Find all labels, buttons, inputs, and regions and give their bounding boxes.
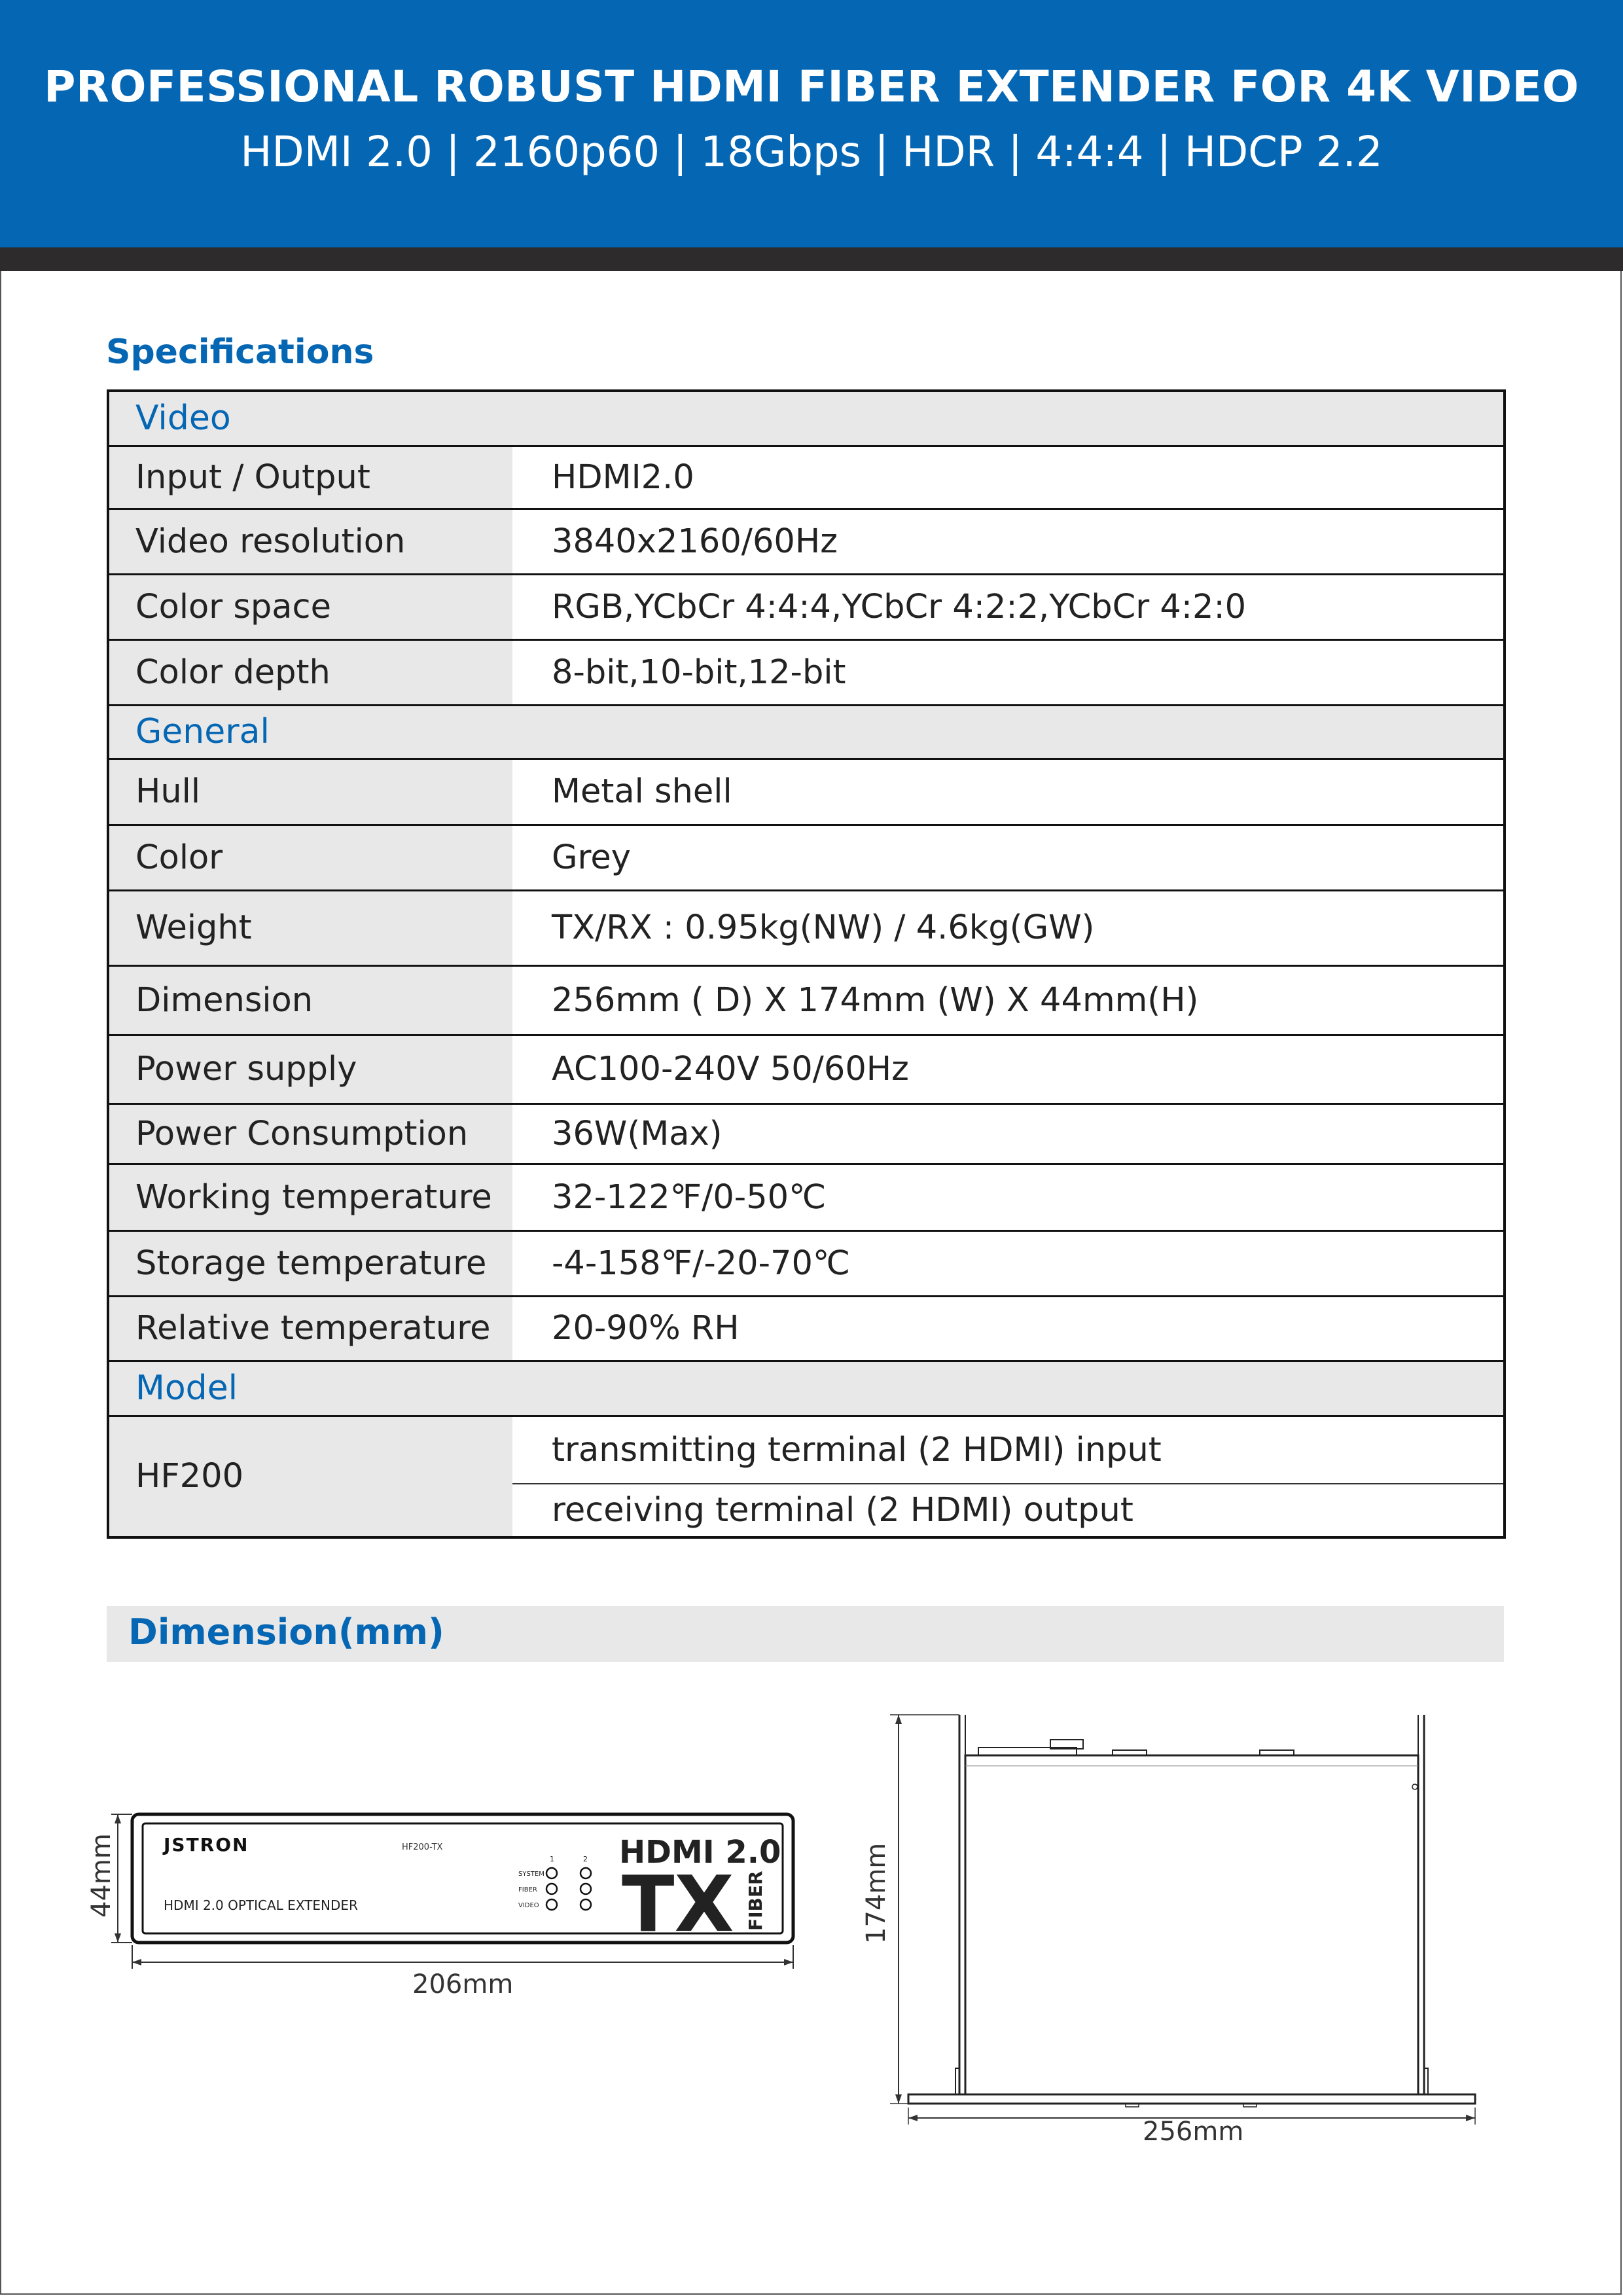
page-subtitle: HDMI 2.0 | 2160p60 | 18Gbps | HDR | 4:4:4 | HDCP 2.2	[240, 128, 1383, 177]
table-row	[108, 1416, 1505, 1484]
row-value: 8-bit,10-bit,12-bit	[512, 639, 1505, 705]
row-value: Metal shell	[512, 759, 1505, 825]
row-value: 256mm ( D) X 174mm (W) X 44mm(H)	[512, 965, 1505, 1035]
led-label: FIBER	[518, 1886, 537, 1893]
table-row	[108, 759, 1505, 825]
brand-logo: JSTRON	[164, 1834, 249, 1856]
front-lip	[955, 2068, 1428, 2094]
row-value: TX/RX : 0.95kg(NW) / 4.6kg(GW)	[512, 890, 1505, 965]
port-number: 2	[583, 1855, 588, 1863]
table-row	[108, 1296, 1505, 1361]
specifications-heading: Specifications	[106, 332, 374, 372]
arrow-head-icon	[895, 1715, 902, 1724]
row-value: transmitting terminal (2 HDMI) input	[512, 1416, 1505, 1484]
dimension-heading: Dimension(mm)	[128, 1611, 444, 1653]
led-indicator-group	[546, 1868, 591, 1910]
badge-fiber: FIBER	[745, 1871, 766, 1931]
chassis-body	[965, 1755, 1418, 2094]
row-value: RGB,YCbCr 4:4:4,YCbCr 4:2:2,YCbCr 4:2:0	[512, 574, 1505, 639]
badge-hdmi-version: HDMI 2.0	[619, 1834, 781, 1871]
row-value: 3840x2160/60Hz	[512, 509, 1505, 574]
table-row	[108, 639, 1505, 705]
row-label: Color	[108, 825, 512, 890]
group-row-model	[108, 1361, 1505, 1416]
led-label: VIDEO	[518, 1902, 539, 1909]
row-value: Grey	[512, 825, 1505, 890]
led-system-2-icon	[580, 1868, 591, 1878]
front-width-label: 206mm	[412, 1969, 514, 2000]
row-label: Input / Output	[108, 446, 512, 509]
port-number: 1	[550, 1855, 554, 1863]
row-label: Power supply	[108, 1035, 512, 1103]
arrow-head-icon	[908, 2115, 918, 2121]
row-value: 36W(Max)	[512, 1103, 1505, 1164]
row-value: HDMI2.0	[512, 446, 1505, 509]
led-fiber-1-icon	[546, 1884, 557, 1894]
specifications-table	[107, 389, 1506, 1539]
arrow-head-icon	[784, 1959, 793, 1965]
row-label: Color depth	[108, 639, 512, 705]
led-label: SYSTEM	[518, 1871, 544, 1878]
page-title: PROFESSIONAL ROBUST HDMI FIBER EXTENDER FOR 4K VIDEO	[44, 62, 1579, 112]
row-label: Relative temperature	[108, 1296, 512, 1361]
group-label: Model	[108, 1361, 1505, 1416]
table-row	[108, 1230, 1505, 1296]
row-value: AC100-240V 50/60Hz	[512, 1035, 1505, 1103]
row-value: 32-122℉/0-50℃	[512, 1164, 1505, 1230]
row-label: Working temperature	[108, 1164, 512, 1230]
led-system-1-icon	[546, 1868, 557, 1878]
row-label: Weight	[108, 890, 512, 965]
group-label: Video	[108, 391, 1505, 446]
front-tab	[1126, 2104, 1139, 2107]
header-divider-bar	[0, 247, 1623, 271]
led-fiber-2-icon	[580, 1884, 591, 1894]
row-label: Hull	[108, 759, 512, 825]
row-label: Storage temperature	[108, 1230, 512, 1296]
row-label: Power Consumption	[108, 1103, 512, 1164]
product-line-label: HDMI 2.0 OPTICAL EXTENDER	[164, 1897, 358, 1913]
screw-icon	[1412, 1784, 1418, 1789]
led-video-1-icon	[546, 1899, 557, 1910]
row-value: receiving terminal (2 HDMI) output	[512, 1484, 1505, 1537]
arrow-head-icon	[895, 2094, 902, 2104]
arrow-head-icon	[115, 1933, 121, 1943]
table-row	[108, 1103, 1505, 1164]
top-depth-label: 174mm	[861, 1842, 891, 1944]
arrow-head-icon	[132, 1959, 141, 1965]
table-row	[108, 574, 1505, 639]
row-label: Color space	[108, 574, 512, 639]
row-value: 20-90% RH	[512, 1296, 1505, 1361]
table-row	[108, 446, 1505, 509]
row-label: Dimension	[108, 965, 512, 1035]
table-row	[108, 1164, 1505, 1230]
table-row	[108, 825, 1505, 890]
row-label: Video resolution	[108, 509, 512, 574]
front-tab	[1243, 2104, 1257, 2107]
header-banner	[0, 0, 1623, 247]
group-row-general	[108, 705, 1505, 759]
row-value: -4-158℉/-20-70℃	[512, 1230, 1505, 1296]
arrow-head-icon	[115, 1814, 121, 1823]
table-row	[108, 509, 1505, 574]
front-panel-plate	[908, 2094, 1475, 2104]
arrow-head-icon	[1466, 2115, 1475, 2121]
top-view-drawing	[851, 1702, 1505, 2160]
table-row	[108, 965, 1505, 1035]
table-row	[108, 1035, 1505, 1103]
led-video-2-icon	[580, 1899, 591, 1910]
model-label: HF200-TX	[402, 1842, 443, 1852]
group-label: General	[108, 705, 1505, 759]
table-row	[108, 890, 1505, 965]
front-height-label: 44mm	[86, 1833, 116, 1918]
top-width-label: 256mm	[1143, 2117, 1244, 2147]
row-label: HF200	[108, 1416, 512, 1537]
front-view-drawing	[79, 1793, 812, 2009]
group-row-video	[108, 391, 1505, 446]
badge-tx: TX	[622, 1859, 734, 1949]
